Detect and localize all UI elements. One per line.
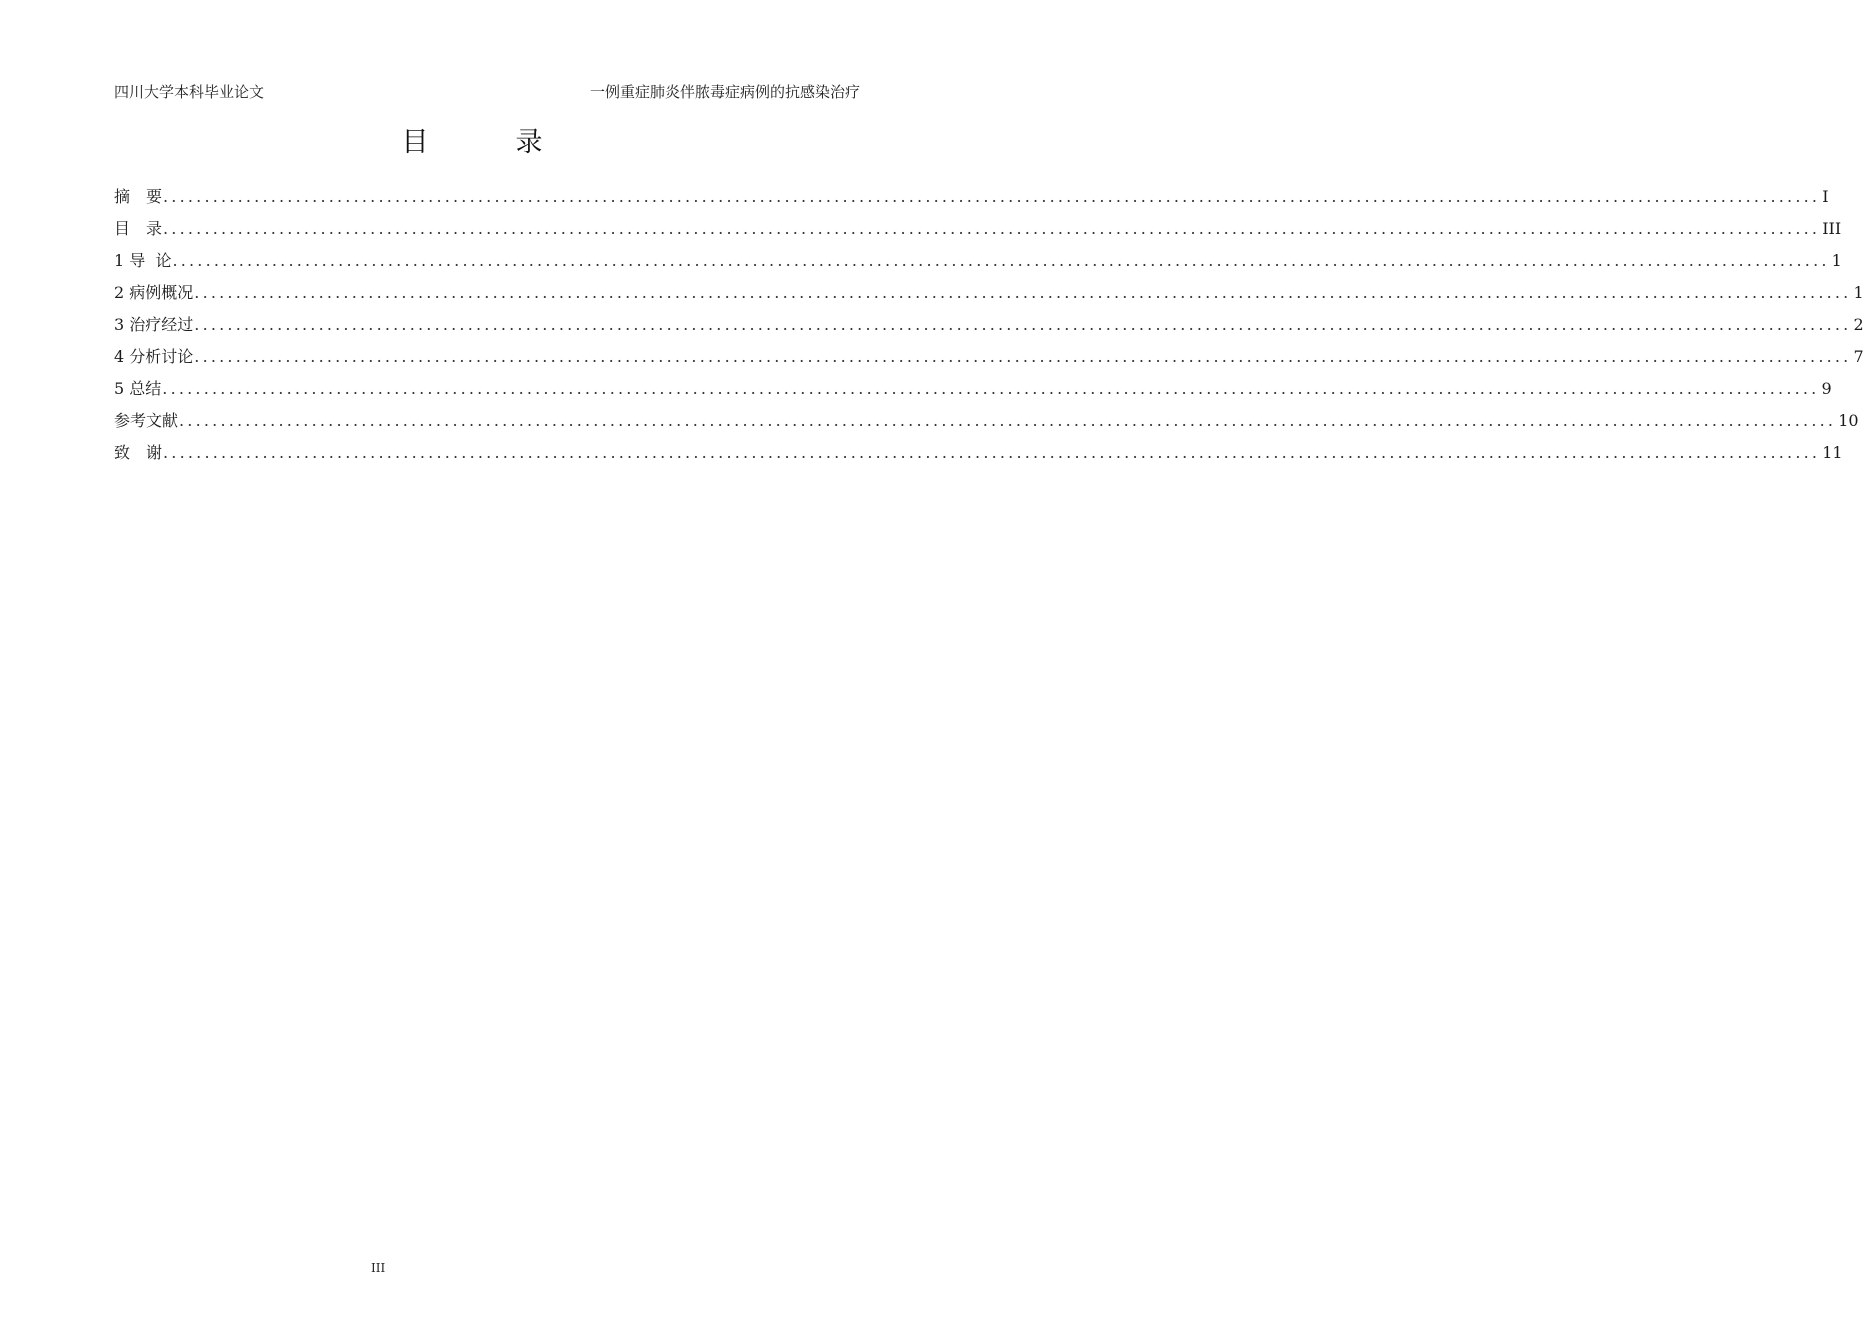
- toc-entry-page: 1: [1831, 251, 1842, 270]
- toc-entry-page: 7: [1853, 347, 1864, 366]
- toc-entry-label: 3 治疗经过: [114, 315, 194, 334]
- toc-entry-page: III: [1822, 219, 1842, 238]
- toc-entry-abstract[interactable]: [114, 183, 1829, 215]
- header-left-text: 四川大学本科毕业论文: [114, 82, 265, 101]
- toc-leader-dots: ........................................................................................................................................................................................................: [194, 315, 1852, 334]
- toc-entry-page: 10: [1838, 411, 1859, 430]
- toc-entry-references[interactable]: [114, 407, 1859, 439]
- toc-leader-dots: ........................................................................................................................................................................................................: [163, 219, 1821, 238]
- toc-leader-dots: ........................................................................................................................................................................................................: [194, 283, 1852, 302]
- toc-entry-page: 2: [1853, 315, 1864, 334]
- toc-leader-dots: ........................................................................................................................................................................................................: [194, 347, 1852, 366]
- toc-entry-acknowledgements[interactable]: [114, 439, 1843, 471]
- toc-entry-label: 5 总结: [114, 379, 162, 398]
- toc-entry-label: 2 病例概况: [114, 283, 194, 302]
- toc-entry-label: 摘 要: [114, 187, 163, 206]
- toc-leader-dots: ........................................................................................................................................................................................................: [172, 251, 1830, 270]
- toc-entry-label: 参考文献: [114, 411, 179, 430]
- toc-leader-dots: ........................................................................................................................................................................................................: [163, 187, 1821, 206]
- page-number: III: [371, 1261, 386, 1275]
- toc-entry-page: 11: [1822, 443, 1843, 462]
- toc-title: 目 录: [401, 127, 573, 158]
- toc-entry-summary[interactable]: [114, 375, 1832, 407]
- toc-leader-dots: ........................................................................................................................................................................................................: [163, 443, 1821, 462]
- toc-entry-treatment[interactable]: [114, 311, 1864, 343]
- toc-entry-label: 4 分析讨论: [114, 347, 194, 366]
- toc-entry-discussion[interactable]: [114, 343, 1864, 375]
- toc-entry-case-overview[interactable]: [114, 279, 1864, 311]
- toc-leader-dots: ........................................................................................................................................................................................................: [179, 411, 1837, 430]
- toc-leader-dots: ........................................................................................................................................................................................................: [162, 379, 1820, 398]
- table-of-contents: [114, 183, 1864, 471]
- header-right-text: 一例重症肺炎伴脓毒症病例的抗感染治疗: [589, 82, 860, 101]
- toc-entry-introduction[interactable]: [114, 247, 1842, 279]
- toc-entry-page: I: [1822, 187, 1829, 206]
- toc-entry-label: 目 录: [114, 219, 163, 238]
- toc-entry-label: 致 谢: [114, 443, 163, 462]
- toc-entry-page: 9: [1821, 379, 1832, 398]
- page-header: [114, 80, 860, 102]
- toc-entry-page: 1: [1853, 283, 1864, 302]
- toc-entry-contents[interactable]: [114, 215, 1842, 247]
- toc-entry-label: 1 导 论: [114, 251, 172, 270]
